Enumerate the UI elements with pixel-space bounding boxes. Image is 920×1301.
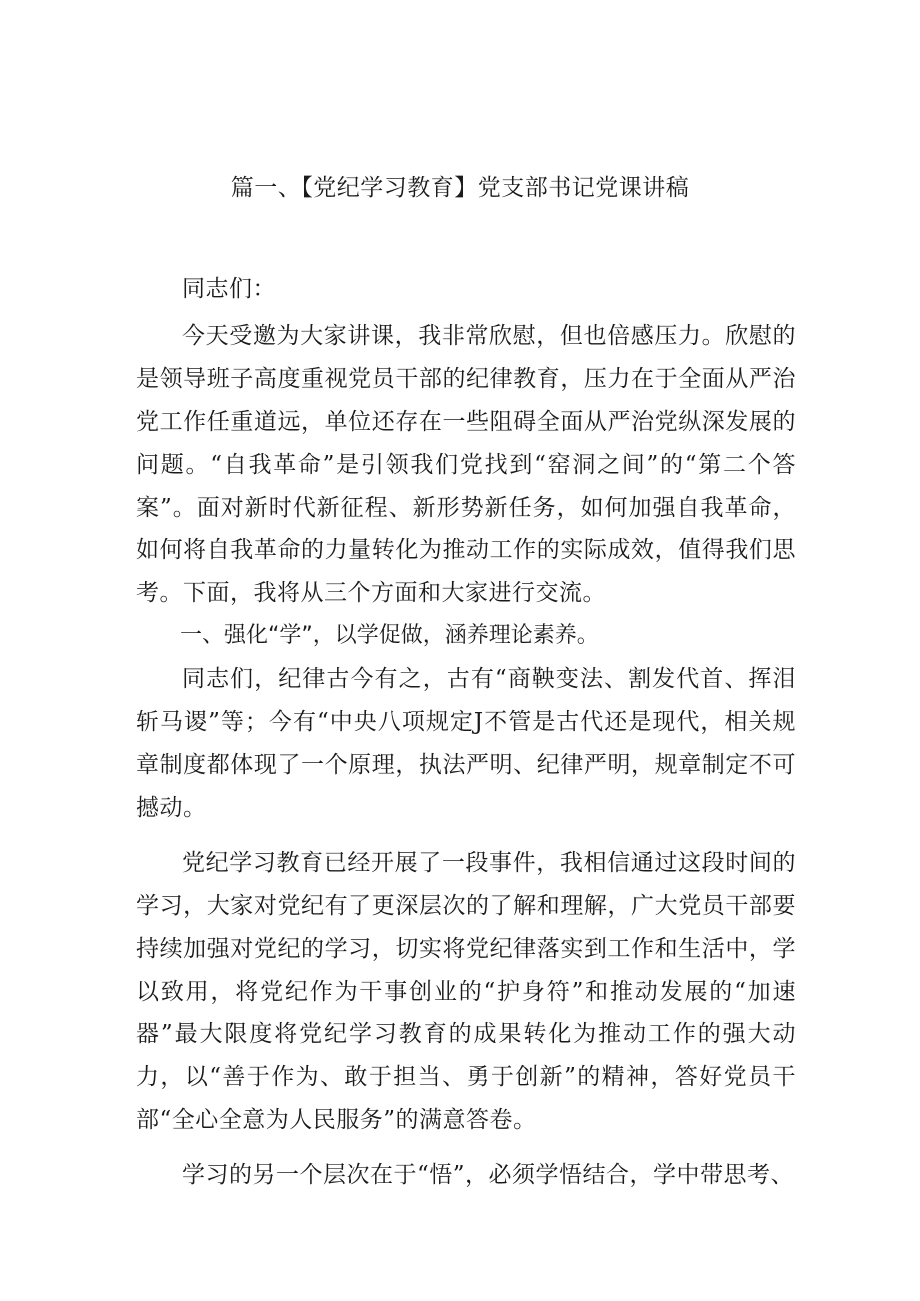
paragraph-intro: 今天受邀为大家讲课，我非常欣慰，但也倍感压力。欣慰的是领导班子高度重视党员干部的纪律教育，压力在于全面从严治党工作任重道远，单位还存在一些阻碍全面从严治党纵深发展的问题。“自我革命”是引领我们党找到“窑洞之间”的“第二个答案”。面对新时代新征程、新形势新任务，如何加强自我革命，如何将自我革命的力量转化为推动工作的实际成效，值得我们思考。下面，我将从三个方面和大家进行交流。 (136, 322, 796, 607)
document-body (136, 268, 796, 1197)
section-heading-1: 一、强化“学”，以学促做，涵养理论素养。 (180, 623, 599, 649)
greeting: 同志们： (182, 276, 276, 302)
paragraph-discipline-education: 党纪学习教育已经开展了一段事件，我相信通过这段时间的学习，大家对党纪有了更深层次的了解和理解，广大党员干部要持续加强对党纪的学习，切实将党纪律落实到工作和生活中，学以致用，将党纪作为干事创业的“护身符”和推动发展的“加速器”最大限度将党纪学习教育的成果转化为推动工作的强大动力，以“善于作为、敢于担当、勇于创新”的精神，答好党员干部“全心全意为人民服务”的满意答卷。 (136, 849, 796, 1134)
paragraph-discipline-history: 同志们，纪律古今有之，古有“商鞅变法、割发代首、挥泪斩马谡”等；今有“中央八项规定J不管是古代还是现代，相关规章制度都体现了一个原理，执法严明、纪律严明，规章制定不可撼动。 (136, 666, 796, 821)
document-title: 篇一、【党纪学习教育】党支部书记党课讲稿 (230, 175, 690, 201)
paragraph-enlightenment: 学习的另一个层次在于“悟”，必须学悟结合，学中带思考、 (182, 1162, 795, 1189)
